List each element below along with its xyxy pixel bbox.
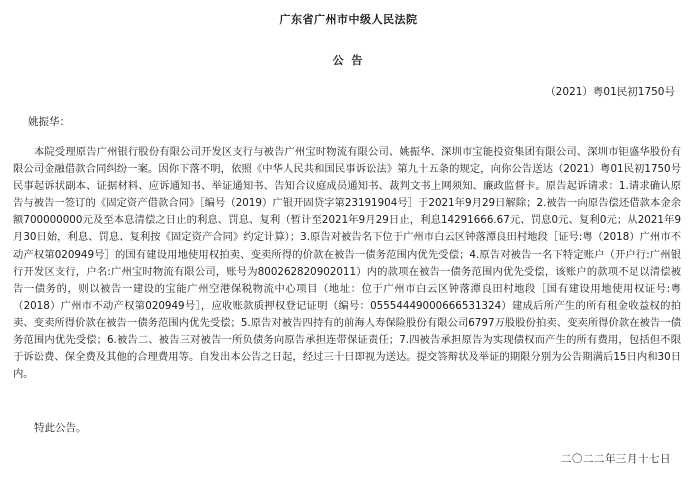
announcement-body: 本院受理原告广州银行股份有限公司开发区支行与被告广州宝时物流有限公司、姚振华、深圳市宝能投资集团有限公司、深圳市钜盛华股份有限公司金融借款合同纠纷一案。因你下落不明，依照《中华人民共和国民事诉讼法》第九十五条的规定，向你公告送达（2021）粤01民初1750号民事起诉状副本、证据材料、应诉通知书、举证通知书、告知合议庭成员通知书、裁判文书上网须知、廉政监督卡。原告起诉请求：1.请求确认原告与被告一签订的《固定资产借款合同》［编号（2019）广银开固贷字第23191904号］于2021年9月29日解除；2.被告一向原告偿还借款本金余额700000000元及至本息清偿之日止的利息、罚息、复利（暂计至2021年9月29日止，利息14291666.67元、罚息0元、复利0元；从2021年9月30日始，利息、罚息、复利按《固定资产合同》约定计算）；3.原告对被告名下位于广州市白云区钟落潭良田村地段［证号:粤（2018）广州市不动产权第020949号］的国有建设用地使用权拍卖、变卖所得的价款在被告一债务范围内优先受偿；4.原告对被告一名下特定账户（开户行:广州银行开发区支行，户名:广州宝时物流有限公司，账号为800262820902011）内的款项在被告一债务范围内优先受偿，该账户的款项不足以清偿被告一债务的，则以被告一建设的宝能广州空港保税物流中心项目（地址：位于广州市白云区钟落潭良田村地段［国有建设用地使用权证号:粤（2018）广州市不动产权第020949号］，应收账款质押权登记证明（编号：05554449000666531324）建成后所产生的所有租金收益权的拍卖、变卖所得价款在被告一债务范围内优先受偿；5.原告对被告四持有的前海人寿保险股份有限公司6797万股股份拍卖、变卖所得价款在被告一债务范围内优先受偿；6.被告二、被告三对被告一所负债务向原告承担连带保证责任；7.四被告承担原告为实现债权而产生的所有费用，包括但不限于诉讼费、保全费及其他的合理费用等。自发出本公告之日起，经过三十日即视为送达。提交答辩状及举证的期限分别为公告期满后15日内和30日内。 <box>13 146 681 381</box>
issue-date: 二〇二二年三月十七日 <box>561 453 671 465</box>
closing-line: 特此公告。 <box>34 422 87 434</box>
court-name: 广东省广州市中级人民法院 <box>279 13 418 26</box>
document-title: 公 告 <box>332 54 365 67</box>
case-number: （2021）粤01民初1750号 <box>545 86 675 98</box>
salutation: 姚振华： <box>28 116 70 128</box>
